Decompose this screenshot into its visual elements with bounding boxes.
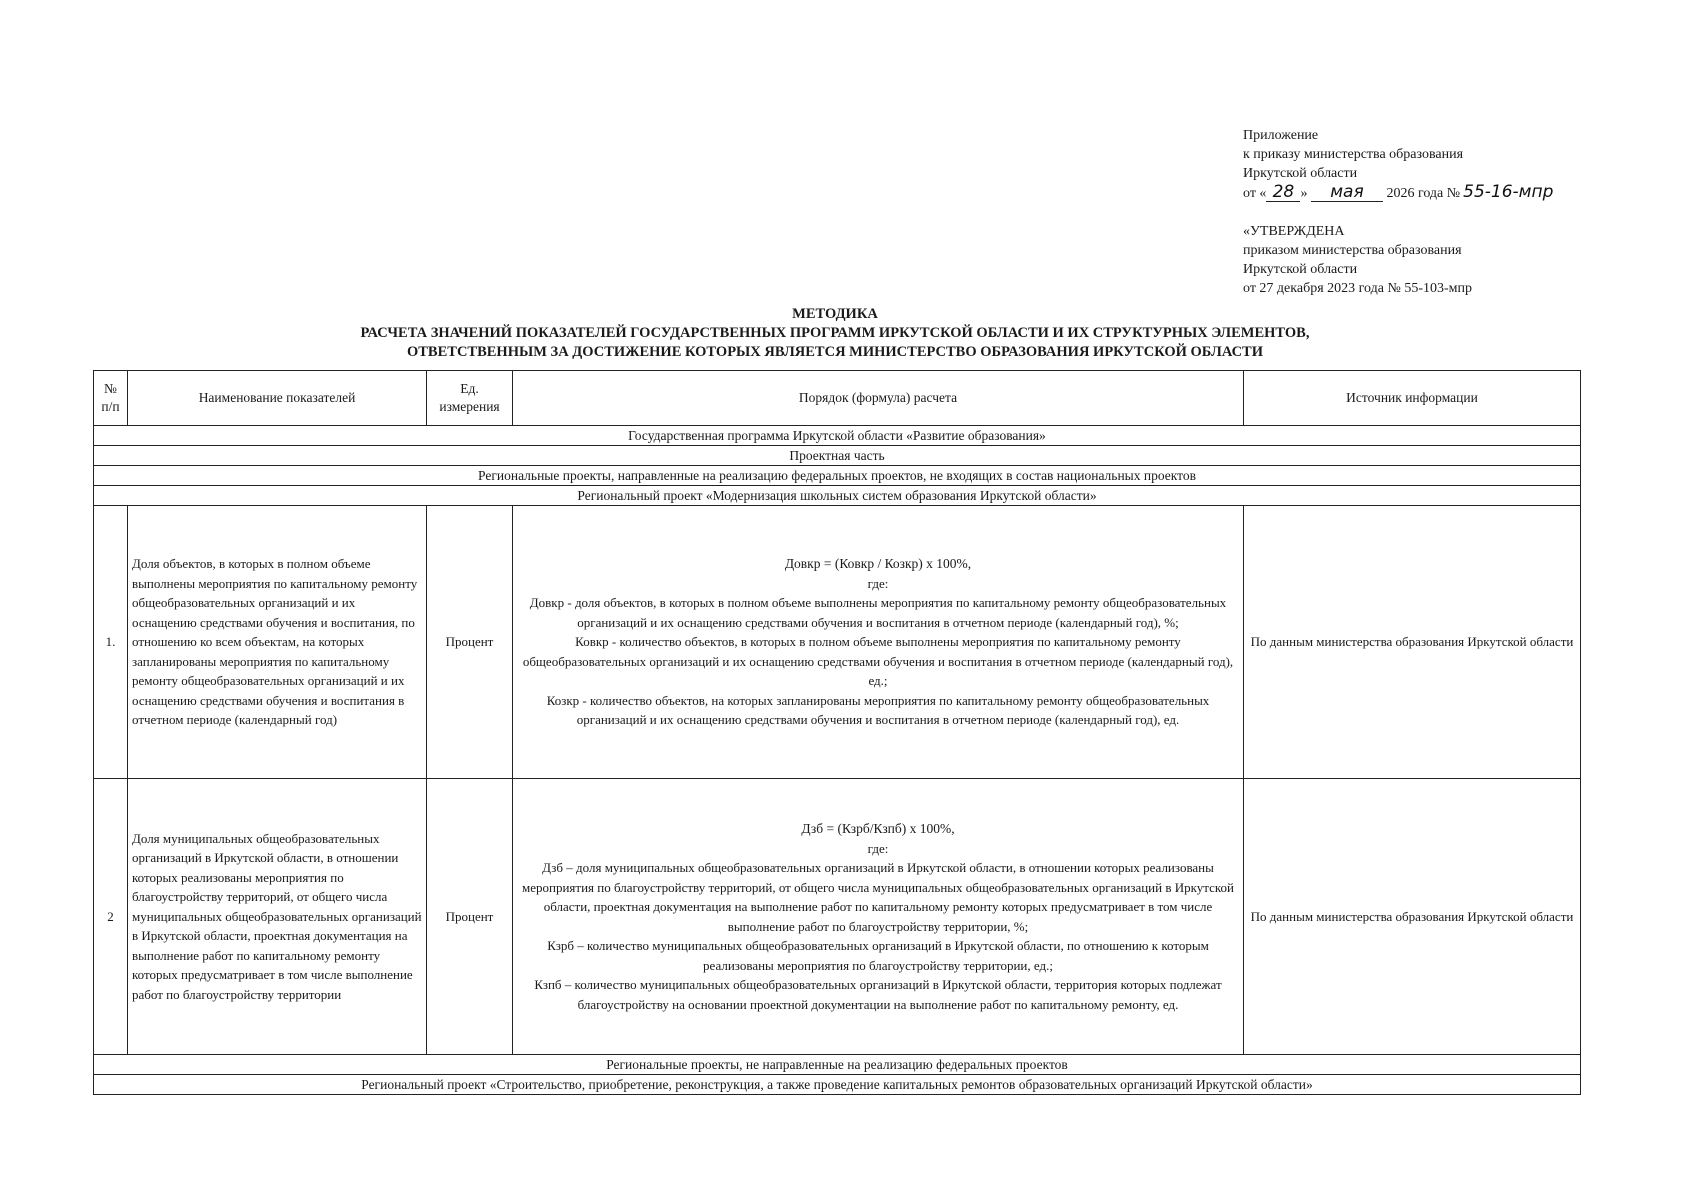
section-regional-not-national: Региональные проекты, направленные на реализацию федеральных проектов, не входящих в состав национальных проектов xyxy=(94,466,1581,486)
approved-region: Иркутской области xyxy=(1243,262,1358,277)
section-program: Государственная программа Иркутской области «Развитие образования» xyxy=(94,426,1581,446)
header-unit: Ед. измерения xyxy=(427,371,513,426)
row-number: 2 xyxy=(94,779,128,1055)
table-row xyxy=(94,779,1581,1055)
header-formula: Порядок (формула) расчета xyxy=(513,371,1244,426)
date-mid: » xyxy=(1300,186,1308,201)
appendix-region: Иркутской области xyxy=(1243,166,1358,181)
information-source: По данным министерства образования Иркутской области xyxy=(1244,779,1581,1055)
header-name: Наименование показателей xyxy=(128,371,427,426)
formula-expression: Дзб = (Кзрб/Кзпб) x 100%, xyxy=(801,821,955,836)
header-num: № п/п xyxy=(94,371,128,426)
heading-line-3: ОТВЕТСТВЕННЫМ ЗА ДОСТИЖЕНИЕ КОТОРЫХ ЯВЛЯЕТСЯ МИНИСТЕРСТВО ОБРАЗОВАНИЯ ИРКУТСКОЙ ОБЛАСТИ xyxy=(406,344,1264,360)
heading-title: МЕТОДИКА xyxy=(792,306,878,322)
section-project-part: Проектная часть xyxy=(94,446,1581,466)
appendix-date-line xyxy=(1243,183,1663,203)
approved-order: приказом министерства образования xyxy=(1243,243,1462,258)
approved-block xyxy=(1243,222,1683,298)
section-regional-modernization: Региональный проект «Модернизация школьных систем образования Иркутской области» xyxy=(94,486,1581,506)
methodology-table xyxy=(93,370,1581,1095)
indicator-name: Доля объектов, в которых в полном объеме выполнены мероприятия по капитальному ремонту общеобразовательных организаций и их оснащению средствами обучения и воспитания, по отношению ко всем объектам, на которых запланированы мероприятия по капитальному ремонту общеобразовательных организаций и их оснащению средствами обучения и воспитания в отчетном периоде (календарный год) xyxy=(128,506,427,779)
formula-definition: Козкр - количество объектов, на которых запланированы мероприятия по капитальному ремонту общеобразовательных организаций и их оснащению средствами обучения и воспитания в отчетном периоде (календарный год), ед. xyxy=(546,692,1210,728)
appendix-block xyxy=(1243,126,1663,203)
section-regional-not-federal: Региональные проекты, не направленные на реализацию федеральных проектов xyxy=(94,1055,1581,1075)
formula-definition: Ковкр - количество объектов, в которых в полном объеме выполнены мероприятия по капитальному ремонту общеобразовательных организаций и их оснащению средствами обучения и воспитания в отчетном периоде (календарный год), ед.; xyxy=(522,634,1234,689)
handwritten-order-number: 55-16-мпр xyxy=(1463,182,1554,202)
heading-line-2: РАСЧЕТА ЗНАЧЕНИЙ ПОКАЗАТЕЛЕЙ ГОСУДАРСТВЕННЫХ ПРОГРАММ ИРКУТСКОЙ ОБЛАСТИ И ИХ СТРУКТУРНЫХ ЭЛЕМЕНТОВ, xyxy=(360,325,1310,341)
calculation-formula xyxy=(513,779,1244,1055)
calculation-formula xyxy=(513,506,1244,779)
approved-title: «УТВЕРЖДЕНА xyxy=(1243,224,1345,239)
information-source: По данным министерства образования Иркутской области xyxy=(1244,506,1581,779)
formula-definition: Кзпб – количество муниципальных общеобразовательных организаций в Иркутской области, территория которых подлежат благоустройству на основании проектной документации на выполнение работ по капитальному ремонту, ед. xyxy=(534,977,1222,1012)
formula-where: где: xyxy=(867,840,889,856)
header-source: Источник информации xyxy=(1244,371,1581,426)
indicator-unit: Процент xyxy=(427,506,513,779)
section-row xyxy=(94,1075,1581,1095)
section-row xyxy=(94,426,1581,446)
section-row xyxy=(94,446,1581,466)
table-row xyxy=(94,506,1581,779)
formula-where: где: xyxy=(867,575,889,591)
indicator-name: Доля муниципальных общеобразовательных организаций в Иркутской области, в отношении которых реализованы мероприятия по благоустройству территорий, от общего числа муниципальных общеобразовательных организаций в Иркутской области, проектная документация на выполнение работ по капитальному ремонту которых предусматривает в том числе выполнение работ по благоустройству территории xyxy=(128,779,427,1055)
formula-expression: Довкр = (Ковкр / Козкр) x 100%, xyxy=(784,556,972,572)
formula-definition: Дзб – доля муниципальных общеобразовательных организаций в Иркутской области, в отношении которых реализованы мероприятия по благоустройству территорий, от общего числа муниципальных общеобразовательных организаций в Иркутской области, проектная документация на выполнение работ по капитальному ремонту которых предусматривает в том числе выполнение работ по благоустройству территории, %; xyxy=(522,860,1234,934)
appendix-title: Приложение xyxy=(1243,128,1319,143)
table-header-row xyxy=(94,371,1581,426)
appendix-order-ref: к приказу министерства образования xyxy=(1243,147,1464,162)
formula-definition: Довкр - доля объектов, в которых в полном объеме выполнены мероприятия по капитальному ремонту общеобразовательных организаций и их оснащению средствами обучения и воспитания в отчетном периоде (календарный год), %; xyxy=(529,595,1227,630)
document-heading xyxy=(90,305,1580,362)
section-regional-construction: Региональный проект «Строительство, приобретение, реконструкция, а также проведение капитальных ремонтов образовательных организаций Иркутской области» xyxy=(94,1075,1581,1095)
handwritten-day: 28 xyxy=(1266,183,1300,202)
section-row xyxy=(94,486,1581,506)
section-row xyxy=(94,1055,1581,1075)
date-prefix: от « xyxy=(1243,186,1267,201)
indicator-unit: Процент xyxy=(427,779,513,1055)
row-number: 1. xyxy=(94,506,128,779)
section-row xyxy=(94,466,1581,486)
year-text: 2026 года № xyxy=(1386,186,1461,201)
handwritten-month: мая xyxy=(1311,183,1383,202)
formula-definition: Кзрб – количество муниципальных общеобразовательных организаций в Иркутской области, по отношению к которым реализованы мероприятия по благоустройству территории, ед.; xyxy=(547,938,1209,973)
approved-date: от 27 декабря 2023 года № 55-103-мпр xyxy=(1243,281,1472,296)
